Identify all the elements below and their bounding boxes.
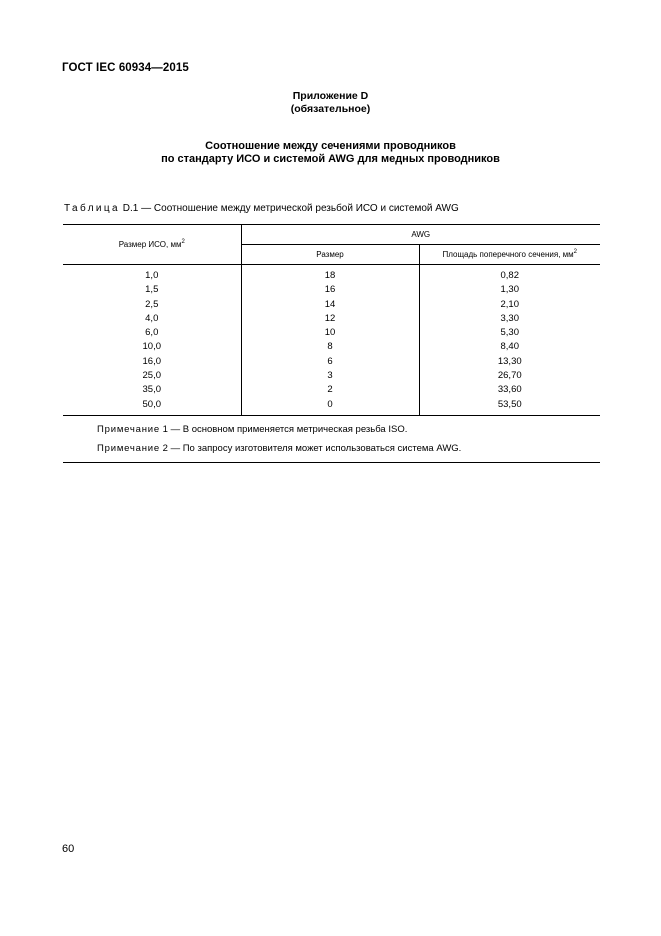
cell-awg: 6	[241, 355, 419, 369]
header-area-text: Площадь поперечного сечения, мм	[442, 250, 574, 259]
note-label: Примечание	[97, 442, 160, 454]
table-caption-label: Таблица	[64, 203, 121, 214]
cell-awg: 12	[241, 312, 419, 326]
table-row	[63, 383, 600, 397]
table-caption	[64, 203, 459, 214]
table-caption-text: — Соотношение между метрической резьбой ИСО и системой AWG	[141, 203, 459, 214]
note-text: — По запросу изготовителя может использоваться система AWG.	[170, 442, 462, 454]
cell-area: 3,30	[419, 312, 600, 326]
cell-iso: 16,0	[142, 355, 161, 367]
table-row	[63, 283, 600, 297]
cell-iso: 1,0	[145, 270, 159, 281]
cell-iso: 50,0	[63, 398, 241, 416]
cell-area: 8,40	[419, 340, 600, 354]
cell-awg: 14	[241, 298, 419, 312]
table-row	[63, 326, 600, 340]
header-iso-size-sup: 2	[181, 239, 185, 245]
table-row	[63, 298, 600, 312]
cell-iso: 4,0	[145, 312, 159, 324]
appendix-status: (обязательное)	[290, 103, 371, 115]
table-row	[63, 369, 600, 383]
table-row	[63, 398, 600, 416]
cell-awg: 10	[241, 326, 419, 340]
header-area-sup: 2	[573, 249, 577, 255]
table-note	[63, 439, 600, 463]
appendix-heading	[0, 90, 661, 116]
header-iso-size	[63, 225, 241, 265]
table-row	[63, 340, 600, 354]
cell-iso: 2,5	[145, 298, 159, 310]
note-cell	[63, 415, 600, 439]
section-title-line2: по стандарту ИСО и системой AWG для медных проводников	[161, 153, 500, 165]
page-number: 60	[62, 843, 75, 855]
section-title-line1: Соотношение между сечениями проводников	[205, 140, 456, 152]
cell-awg: 18	[241, 265, 419, 284]
note-cell	[63, 439, 600, 463]
cell-awg: 3	[241, 369, 419, 383]
header-awg-group: AWG	[241, 225, 600, 245]
cell-area: 0,82	[419, 265, 600, 284]
table-row	[63, 355, 600, 369]
note-label: Примечание	[97, 423, 160, 435]
cell-area: 33,60	[419, 383, 600, 397]
header-awg-size: Размер	[241, 245, 419, 265]
conversion-table	[63, 224, 600, 463]
cell-area: 26,70	[419, 369, 600, 383]
cell-iso: 6,0	[145, 327, 159, 339]
note-number: 1	[162, 423, 168, 435]
header-iso-size-text: Размер ИСО, мм	[118, 240, 182, 249]
cell-awg: 0	[241, 398, 419, 416]
cell-iso: 10,0	[142, 341, 161, 353]
cell-area: 1,30	[419, 283, 600, 297]
appendix-title: Приложение D	[292, 90, 369, 102]
note-text: — В основном применяется метрическая резьба ISO.	[170, 423, 408, 435]
cell-awg: 8	[241, 340, 419, 354]
table-row	[63, 265, 600, 284]
cell-awg: 2	[241, 383, 419, 397]
cell-area: 5,30	[419, 326, 600, 340]
document-header: ГОСТ IEC 60934—2015	[62, 62, 189, 74]
table-note	[63, 415, 600, 439]
note-number: 2	[162, 442, 168, 454]
cell-iso: 25,0	[142, 370, 161, 382]
section-title	[0, 140, 661, 166]
cell-awg: 16	[241, 283, 419, 297]
table-caption-number: D.1	[122, 203, 139, 214]
cell-iso: 1,5	[145, 284, 159, 296]
header-area	[419, 245, 600, 265]
cell-area: 13,30	[419, 355, 600, 369]
table-row	[63, 312, 600, 326]
cell-area: 53,50	[419, 398, 600, 416]
cell-area: 2,10	[419, 298, 600, 312]
cell-iso: 35,0	[142, 384, 161, 396]
